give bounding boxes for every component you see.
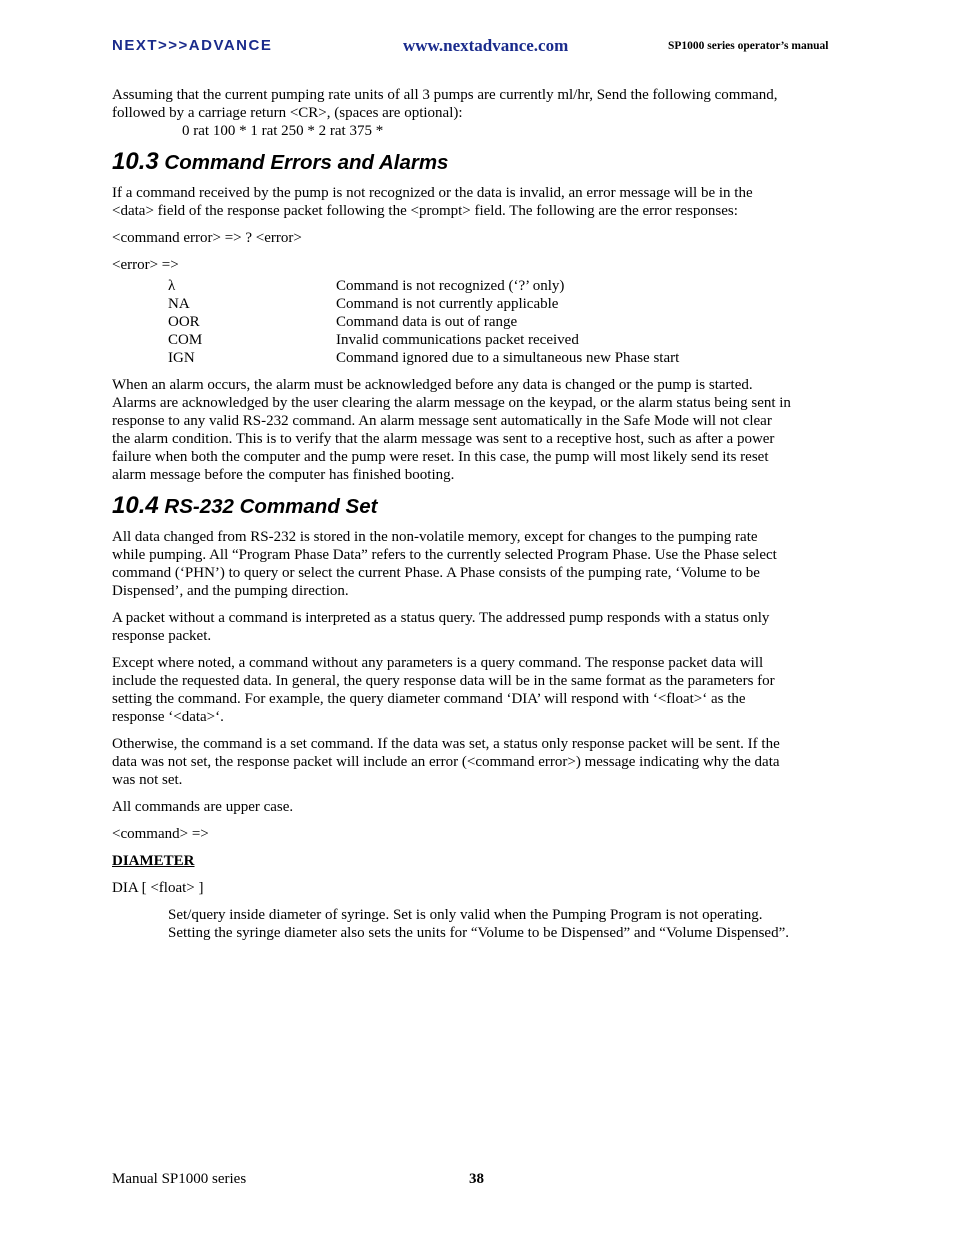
paragraph: All data changed from RS-232 is stored in the non-volatile memory, except for changes to the pumping rate while pumping. All “Program Phase Data” refers to the currently selected Program Phase. Use the Phase select command (‘PHN’) to query or select the current Phase. A Phase consists of the pumping rate, ‘Volume to be Dispensed’, and the pumping direction. [112,529,777,599]
error-code: COM [168,332,203,348]
error-row [168,313,679,331]
paragraph: If a command received by the pump is not recognized or the data is invalid, an error message will be in the <data> field of the response packet following the <prompt> field. The following are the error responses: [112,185,753,219]
command-error-syntax: <command error> => ? <error> [112,230,302,246]
error-definition: <error> => [112,257,179,273]
intro-paragraph: Assuming that the current pumping rate units of all 3 pumps are currently ml/hr, Send the following command, followed by a carriage return <CR>, (spaces are optional): [112,87,778,121]
diameter-syntax: DIA [ <float> ] [112,880,204,896]
paragraph: A packet without a command is interpreted as a status query. The addressed pump responds with a status only response packet. [112,610,770,644]
error-code: NA [168,296,190,312]
brand-logo: NEXT>>>ADVANCE [112,37,273,54]
error-description: Command is not recognized (‘?’ only) [336,278,565,294]
error-row [168,349,679,367]
footer-manual-name: Manual SP1000 series [112,1171,247,1187]
website-url[interactable]: www.nextadvance.com [403,36,569,55]
error-description: Command data is out of range [336,314,518,330]
section-number: 10.3 [112,148,159,175]
paragraph: Otherwise, the command is a set command. If the data was set, a status only response packet will be sent. If the data was not set, the response packet will include an error (<command error>) message indicating why the data was not set. [112,736,780,788]
paragraph: When an alarm occurs, the alarm must be acknowledged before any data is changed or the pump is started. Alarms are acknowledged by the user clearing the alarm message on the keypad, or the alarm status being sent in response to any valid RS-232 command. An alarm message sent automatically in the Safe Mode will not clear the alarm condition. This is to verify that the alarm message was sent to a receptive host, such as after a power failure when both the computer and the pump were reset. In this case, the pump will most likely send its reset alarm message before the computer has finished booting. [112,377,791,483]
example-command: 0 rat 100 * 1 rat 250 * 2 rat 375 * [182,123,384,139]
page-number: 38 [469,1171,484,1187]
error-code: λ [168,278,176,294]
section-heading-10-3 [112,149,792,176]
error-code: IGN [168,350,195,366]
section-number: 10.4 [112,492,159,519]
diameter-heading: DIAMETER [112,853,195,869]
paragraph: Except where noted, a command without any parameters is a query command. The response packet data will include the requested data. In general, the query response data will be in the same format as the parameters for setting the command. For example, the query diameter command ‘DIA’ will respond with ‘<float>‘ as the response ‘<data>‘. [112,655,775,725]
diameter-description: Set/query inside diameter of syringe. Set is only valid when the Pumping Program is not operating. Setting the syringe diameter also sets the units for “Volume to be Dispensed” and “Volume Dispensed”. [168,907,789,941]
error-row [168,277,679,295]
document-body [112,86,792,951]
error-row [168,295,679,313]
error-code: OOR [168,314,200,330]
error-description: Command ignored due to a simultaneous new Phase start [336,350,680,366]
section-title: RS-232 Command Set [164,495,378,518]
error-description: Command is not currently applicable [336,296,559,312]
error-description: Invalid communications packet received [336,332,579,348]
section-heading-10-4 [112,493,792,520]
section-title: Command Errors and Alarms [164,151,449,174]
manual-title: SP1000 series operator’s manual [668,40,829,52]
command-definition: <command> => [112,826,209,842]
error-codes-table [168,277,679,367]
error-row [168,331,679,349]
paragraph: All commands are upper case. [112,799,294,815]
